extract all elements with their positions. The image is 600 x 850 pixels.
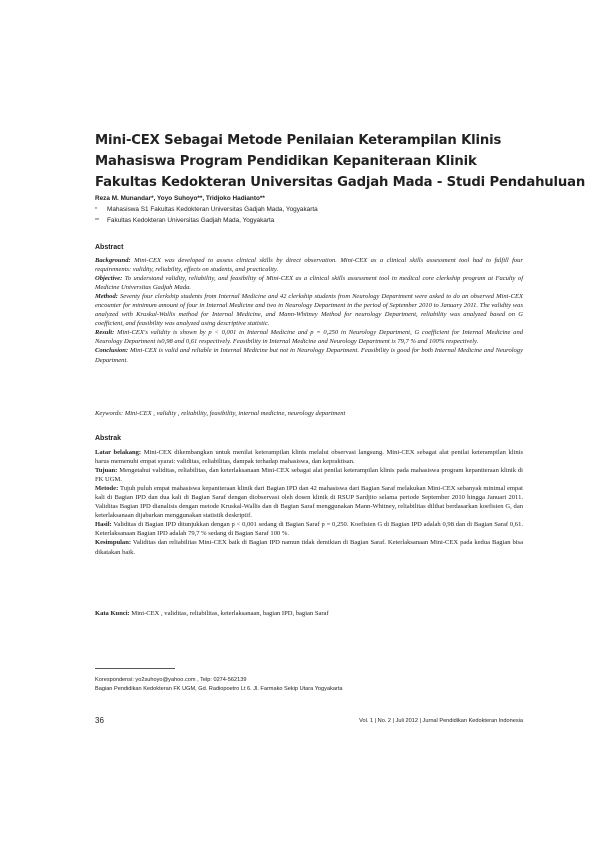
- abstract-en-objective-text: To understand validity, reliability, and feasibility of Mini-CEX as a clinical skills assessment tool in medical core clerkship program at Faculty of Medicine Universitas Gadjah Mada.: [95, 275, 524, 292]
- abstract-en-background-label: Background:: [95, 257, 131, 264]
- keywords-en-label: Keywords:: [95, 410, 124, 417]
- affiliation-1: [95, 205, 515, 215]
- abstract-en-conclusion-text: Mini-CEX is valid and reliable in Internal Medicine but not in Neurology Department. Feasibility is good for both Internal Medicine and Neurology Department.: [95, 347, 523, 364]
- keywords-en-text: Mini-CEX , validity , reliability, feasibility, internal medicine, neurology department: [124, 410, 346, 417]
- affiliation-2-mark: **: [95, 218, 99, 224]
- keywords-id: [95, 610, 525, 617]
- abstract-en-conclusion: [95, 346, 523, 364]
- page-number: 36: [95, 716, 104, 725]
- abstract-id-conclusion: [95, 538, 523, 556]
- abstract-en-background-text: Mini-CEX was developed to assess clinical skills by direct observation. Mini-CEX as a clinical skills assessment tool had to fulfill four requirements: validity, reliability, effects on students, and practicality.: [95, 257, 523, 274]
- abstract-en-method-label: Method:: [95, 293, 118, 301]
- abstract-id-objective-text: Mengetahui validitas, reliabilitas, dan keterlaksanaan Mini-CEX sebagai alat penilai keterampilan klinis pada mahasiswa program kepaniteraan klinik di FK UGM.: [95, 467, 524, 484]
- keywords-en: [95, 410, 525, 417]
- abstract-id-heading: Abstrak: [95, 435, 122, 442]
- abstract-id-result: [95, 520, 523, 538]
- abstract-id-conclusion-label: Kesimpulan:: [95, 539, 132, 547]
- abstract-id-background: [95, 448, 523, 466]
- abstract-id-body: [95, 448, 523, 557]
- abstract-en-result-label: Result:: [95, 329, 115, 337]
- abstract-en-background: [95, 256, 523, 274]
- title-line-1: Mini-CEX Sebagai Metode Penilaian Keterampilan Klinis: [95, 133, 502, 148]
- footnote-divider: [95, 668, 175, 669]
- abstract-en-method: [95, 292, 523, 328]
- abstract-id-result-text: Validitas di Bagian IPD ditunjukkan dengan p < 0,001 sedang di Bagian Saraf p = 0,250. Koefisien G di Bagian IPD adalah 0,98 dan di Bagian Saraf 0,61. Keterlaksanaan Bagian IPD adalah 79,7 % sedang di Bagian Saraf 100 %.: [95, 521, 523, 538]
- abstract-en-method-text: Seventy four clerkship students from Internal Medicine and 42 clerkship students from Neurology Department were asked to do an observed Mini-CEX encounter for minimum amount of four in Internal Medicine and two in Neurology Department in the period of September 2010 to January 2011. The validity was analyzed with Kruskal-Wallis method for Internal Medicine, and Mann-Whitney Method for neurology Department, reliability was analyzed based on G coefficient, and feasibility was analyzed using descriptive statistic.: [95, 293, 524, 328]
- footnote-address: Bagian Pendidikan Kedokteran FK UGM, Gd. Radiopoetro Lt 6. Jl. Farmako Sekip Utara Yogyakarta: [95, 686, 343, 692]
- abstract-id-result-label: Hasil:: [95, 521, 112, 529]
- affiliation-1-text: Mahasiswa S1 Fakultas Kedokteran Universitas Gadjah Mada, Yogyakarta: [107, 206, 318, 213]
- affiliation-1-mark: *: [95, 207, 97, 213]
- keywords-id-text: Mini-CEX , validitas, reliabilitas, keterlaksanaan, bagian IPD, bagian Saraf: [131, 610, 329, 617]
- title-line-2: Mahasiswa Program Pendidikan Kepaniteraan Klinik: [95, 154, 477, 169]
- abstract-en-result: [95, 328, 523, 346]
- author-list: Reza M. Munandar*, Yoyo Suhoyo**, Tridjoko Hadianto**: [95, 195, 265, 202]
- keywords-id-label: Kata Kunci:: [95, 610, 130, 617]
- abstract-id-objective-label: Tujuan:: [95, 467, 118, 475]
- affiliation-2-text: Fakultas Kedokteran Universitas Gadjah Mada, Yogyakarta: [107, 217, 275, 224]
- abstract-id-background-label: Latar belakang:: [95, 449, 142, 456]
- title-line-3: Fakultas Kedokteran Universitas Gadjah Mada - Studi Pendahuluan: [95, 175, 586, 190]
- abstract-id-method-text: Tujuh puluh empat mahasiswa kepaniteraan klinik dari Bagian IPD dan 42 mahasiswa dari Bagian Saraf melakukan Mini-CEX sebanyak minimal empat kali di Bagian IPD dan dua kali di Bagian Saraf dengan diobservasi oleh dosen klinik di RSUP Sardjito selama periode September 2010 hingga Januari 2011. Validitas Bagian IPD dianalisis dengan metode Kruskal-Wallis dan di Bagian Saraf menggunakan Mann-Whitney, reliabilitas dilihat berdasarkan koefisien G, dan keterlaksanaan dijabarkan menggunakan statistik deskriptif.: [95, 485, 523, 520]
- abstract-en-heading: Abstract: [95, 244, 124, 251]
- abstract-en-body: [95, 256, 523, 365]
- journal-citation: Vol. 1 | No. 2 | Juli 2012 | Jurnal Pendidikan Kedokteran Indonesia: [359, 718, 523, 724]
- abstract-id-conclusion-text: Validitas dan reliabilitas Mini-CEX baik di Bagian IPD namun tidak demikian di Bagian Saraf. Keterlaksanaan Mini-CEX pada kedua Bagian bisa dikatakan baik.: [95, 539, 523, 556]
- abstract-en-conclusion-label: Conclusion:: [95, 347, 129, 355]
- abstract-id-background-text: Mini-CEX dikembangkan untuk menilai keterampilan klinis melalui observasi langsung. Mini-CEX sebagai alat penilai keterampilan klinis harus memenuhi empat syarat: validitas, reliabilitas, dampak terhadap mahasiswa, dan kepraktisan.: [95, 449, 524, 466]
- abstract-id-method-label: Metode:: [95, 485, 119, 493]
- affiliation-2: [95, 216, 515, 226]
- footnote-correspondence: Korespondensi: yo2suhoyo@yahoo.com , Telp: 0274-562139: [95, 677, 247, 683]
- abstract-id-method: [95, 484, 523, 520]
- abstract-en-objective-label: Objective:: [95, 275, 123, 283]
- abstract-en-objective: [95, 274, 523, 292]
- abstract-en-result-text: Mini-CEX's validity is shown by p < 0,001 in Internal Medicine and p = 0,250 in Neurology Department, G coefficient for Internal Medicine and Neurology Department is0,98 and 0,61 respectively. Feasibility in Internal Medicine and Neurology Department is 79,7 % and 100% respectively.: [95, 329, 524, 346]
- paper-title: [95, 130, 586, 193]
- abstract-id-objective: [95, 466, 523, 484]
